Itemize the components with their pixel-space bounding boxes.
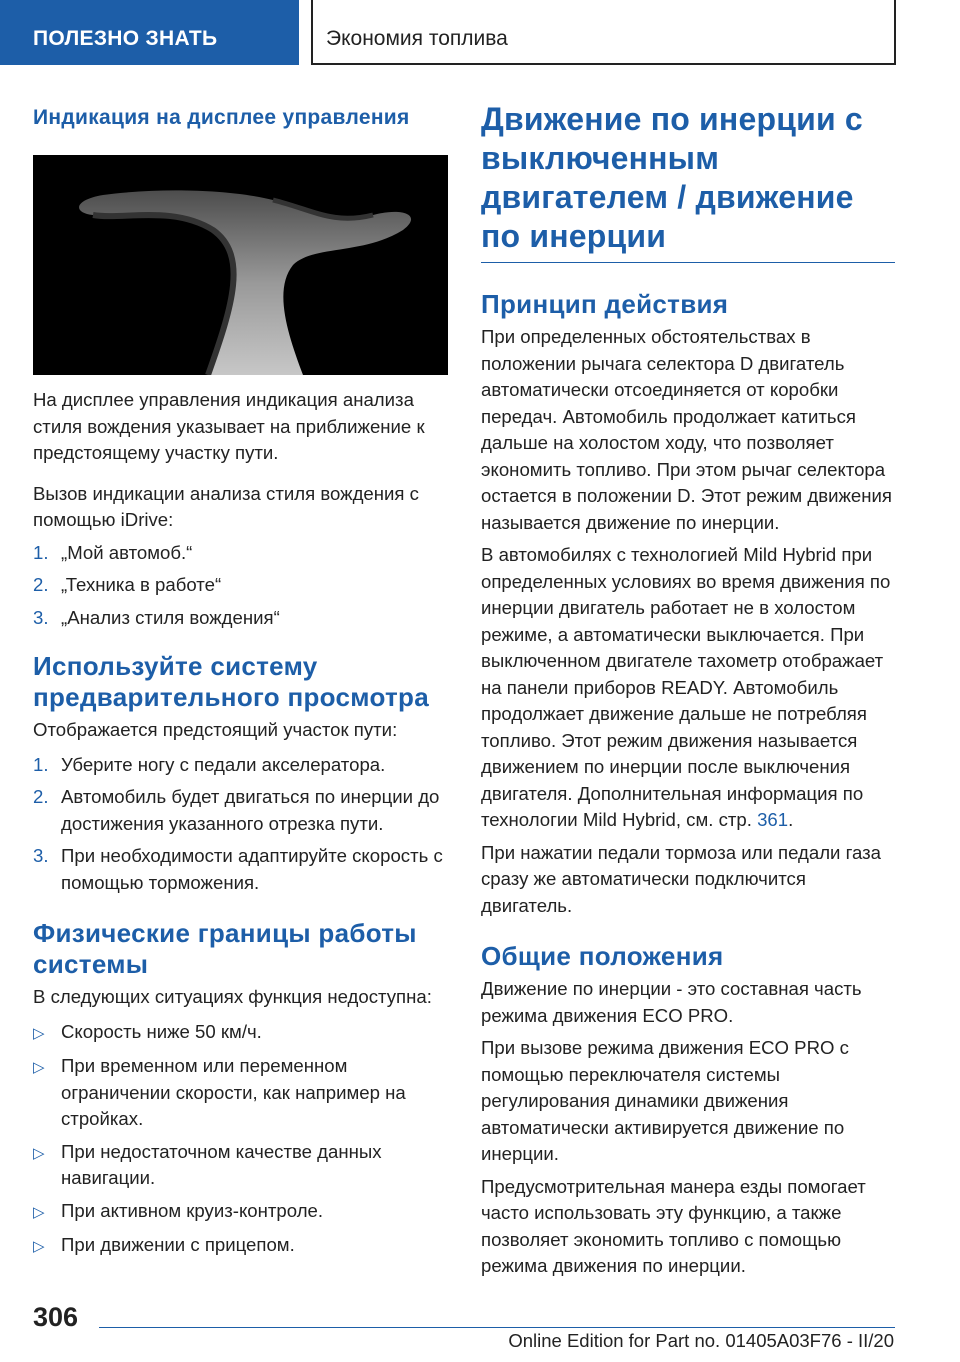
principle-paragraph-1: При определенных обстоятельствах в положении рычага селектора D двигатель автоматически отсоединяется от коробки передач. Автомобиль продолжает катиться дальше на холостом ходу, что позволяет экономить топливо. При этом рычаг селектора остается в положении D. Этот режим движения называется движение по инерции. — [481, 326, 892, 533]
triangle-bullet-icon: ▷ — [33, 1203, 45, 1221]
principle-paragraph-2: В автомобилях с технологией Mild Hybrid при определенных условиях во время движения по инерции двигатель работает не в холостом режиме, а автоматически выключается. При выключенном двигателе тахометр отображает на панели приборов READY. Автомобиль продолжает движение дальше не потребляя топливо. Этот режим движения называется движением по инерции после выключения двигателя. Дополнительная информация по технологии Mild Hybrid, см. стр. 361. — [481, 544, 891, 830]
triangle-bullet-icon: ▷ — [33, 1059, 45, 1076]
road-preview-graphic — [33, 155, 448, 375]
general-paragraph-2: При вызове режима движения ECO PRO с помощью переключателя системы регулирования динамики движения автоматически активируется движение по инерции. — [481, 1037, 849, 1164]
title-divider — [481, 262, 895, 263]
general-paragraph-1: Движение по инерции - это составная часть режима движения ECO PRO. — [481, 978, 862, 1026]
chapter-tab: ПОЛЕЗНО ЗНАТЬ — [0, 0, 299, 65]
display-road-image — [33, 155, 448, 375]
limits-intro: В следующих ситуациях функция недоступна: — [33, 986, 432, 1007]
limits-item: ▷ При временном или переменном ограничении скорости, как например на стройках. — [33, 1053, 453, 1133]
footer-divider — [99, 1327, 895, 1328]
limits-item: ▷ Скорость ниже 50 км/ч. — [33, 1019, 453, 1048]
preview-step: 1. Уберите ногу с педали акселератора. — [33, 753, 386, 775]
limits-heading: Физические границы работы системы — [33, 918, 417, 979]
call-step: 2. „Техника в работе“ — [33, 574, 222, 595]
main-title: Движение по инерции с выключенным двигателем / движение по инерции — [481, 101, 863, 254]
left-column — [33, 100, 453, 1261]
preview-step: 2. Автомобиль будет двигаться по инерции до достижения указанного отрезка пути. — [33, 786, 440, 834]
general-heading: Общие положения — [481, 941, 724, 971]
preview-steps — [33, 752, 453, 897]
call-text: Вызов индикации анализа стиля вождения с помощью iDrive: — [33, 482, 419, 530]
display-heading: Индикация на дисплее управления — [33, 106, 410, 129]
preview-step: 3. При необходимости адаптируйте скорость с помощью торможения. — [33, 845, 443, 893]
triangle-bullet-icon: ▷ — [33, 1024, 45, 1042]
display-body: На дисплее управления индикация анализа стиля вождения указывает на приближение к предстоящему участку пути. — [33, 389, 425, 463]
page-number: 306 — [33, 1302, 79, 1332]
limits-list — [33, 1019, 453, 1261]
principle-heading: Принцип действия — [481, 289, 729, 319]
edition-info: Online Edition for Part no. 01405A03F76 - II/20 — [508, 1330, 894, 1351]
triangle-bullet-icon: ▷ — [33, 1238, 45, 1255]
general-paragraph-3: Предусмотрительная манера езды помогает часто использовать эту функцию, а также позволяет экономить топливо с помощью режима движения по инерции. — [481, 1175, 866, 1276]
principle-paragraph-3: При нажатии педали тормоза или педали газа сразу же автоматически подключится двигатель. — [481, 841, 881, 916]
limits-item: ▷ При движении с прицепом. — [33, 1232, 453, 1261]
preview-intro: Отображается предстоящий участок пути: — [33, 719, 398, 740]
call-step: 3. „Анализ стиля вождения“ — [33, 606, 280, 628]
preview-heading: Используйте систему предварительного просмотра — [33, 651, 429, 712]
call-step: 1. „Мой автомоб.“ — [33, 541, 193, 563]
section-title: Экономия топлива — [311, 0, 896, 65]
right-column — [481, 100, 901, 1280]
limits-item: ▷ При активном круиз-контроле. — [33, 1198, 453, 1227]
page-reference-link[interactable]: 361 — [757, 809, 789, 830]
limits-item: ▷ При недостаточном качестве данных навигации. — [33, 1139, 453, 1192]
triangle-bullet-icon: ▷ — [33, 1144, 45, 1162]
call-steps — [33, 540, 453, 632]
